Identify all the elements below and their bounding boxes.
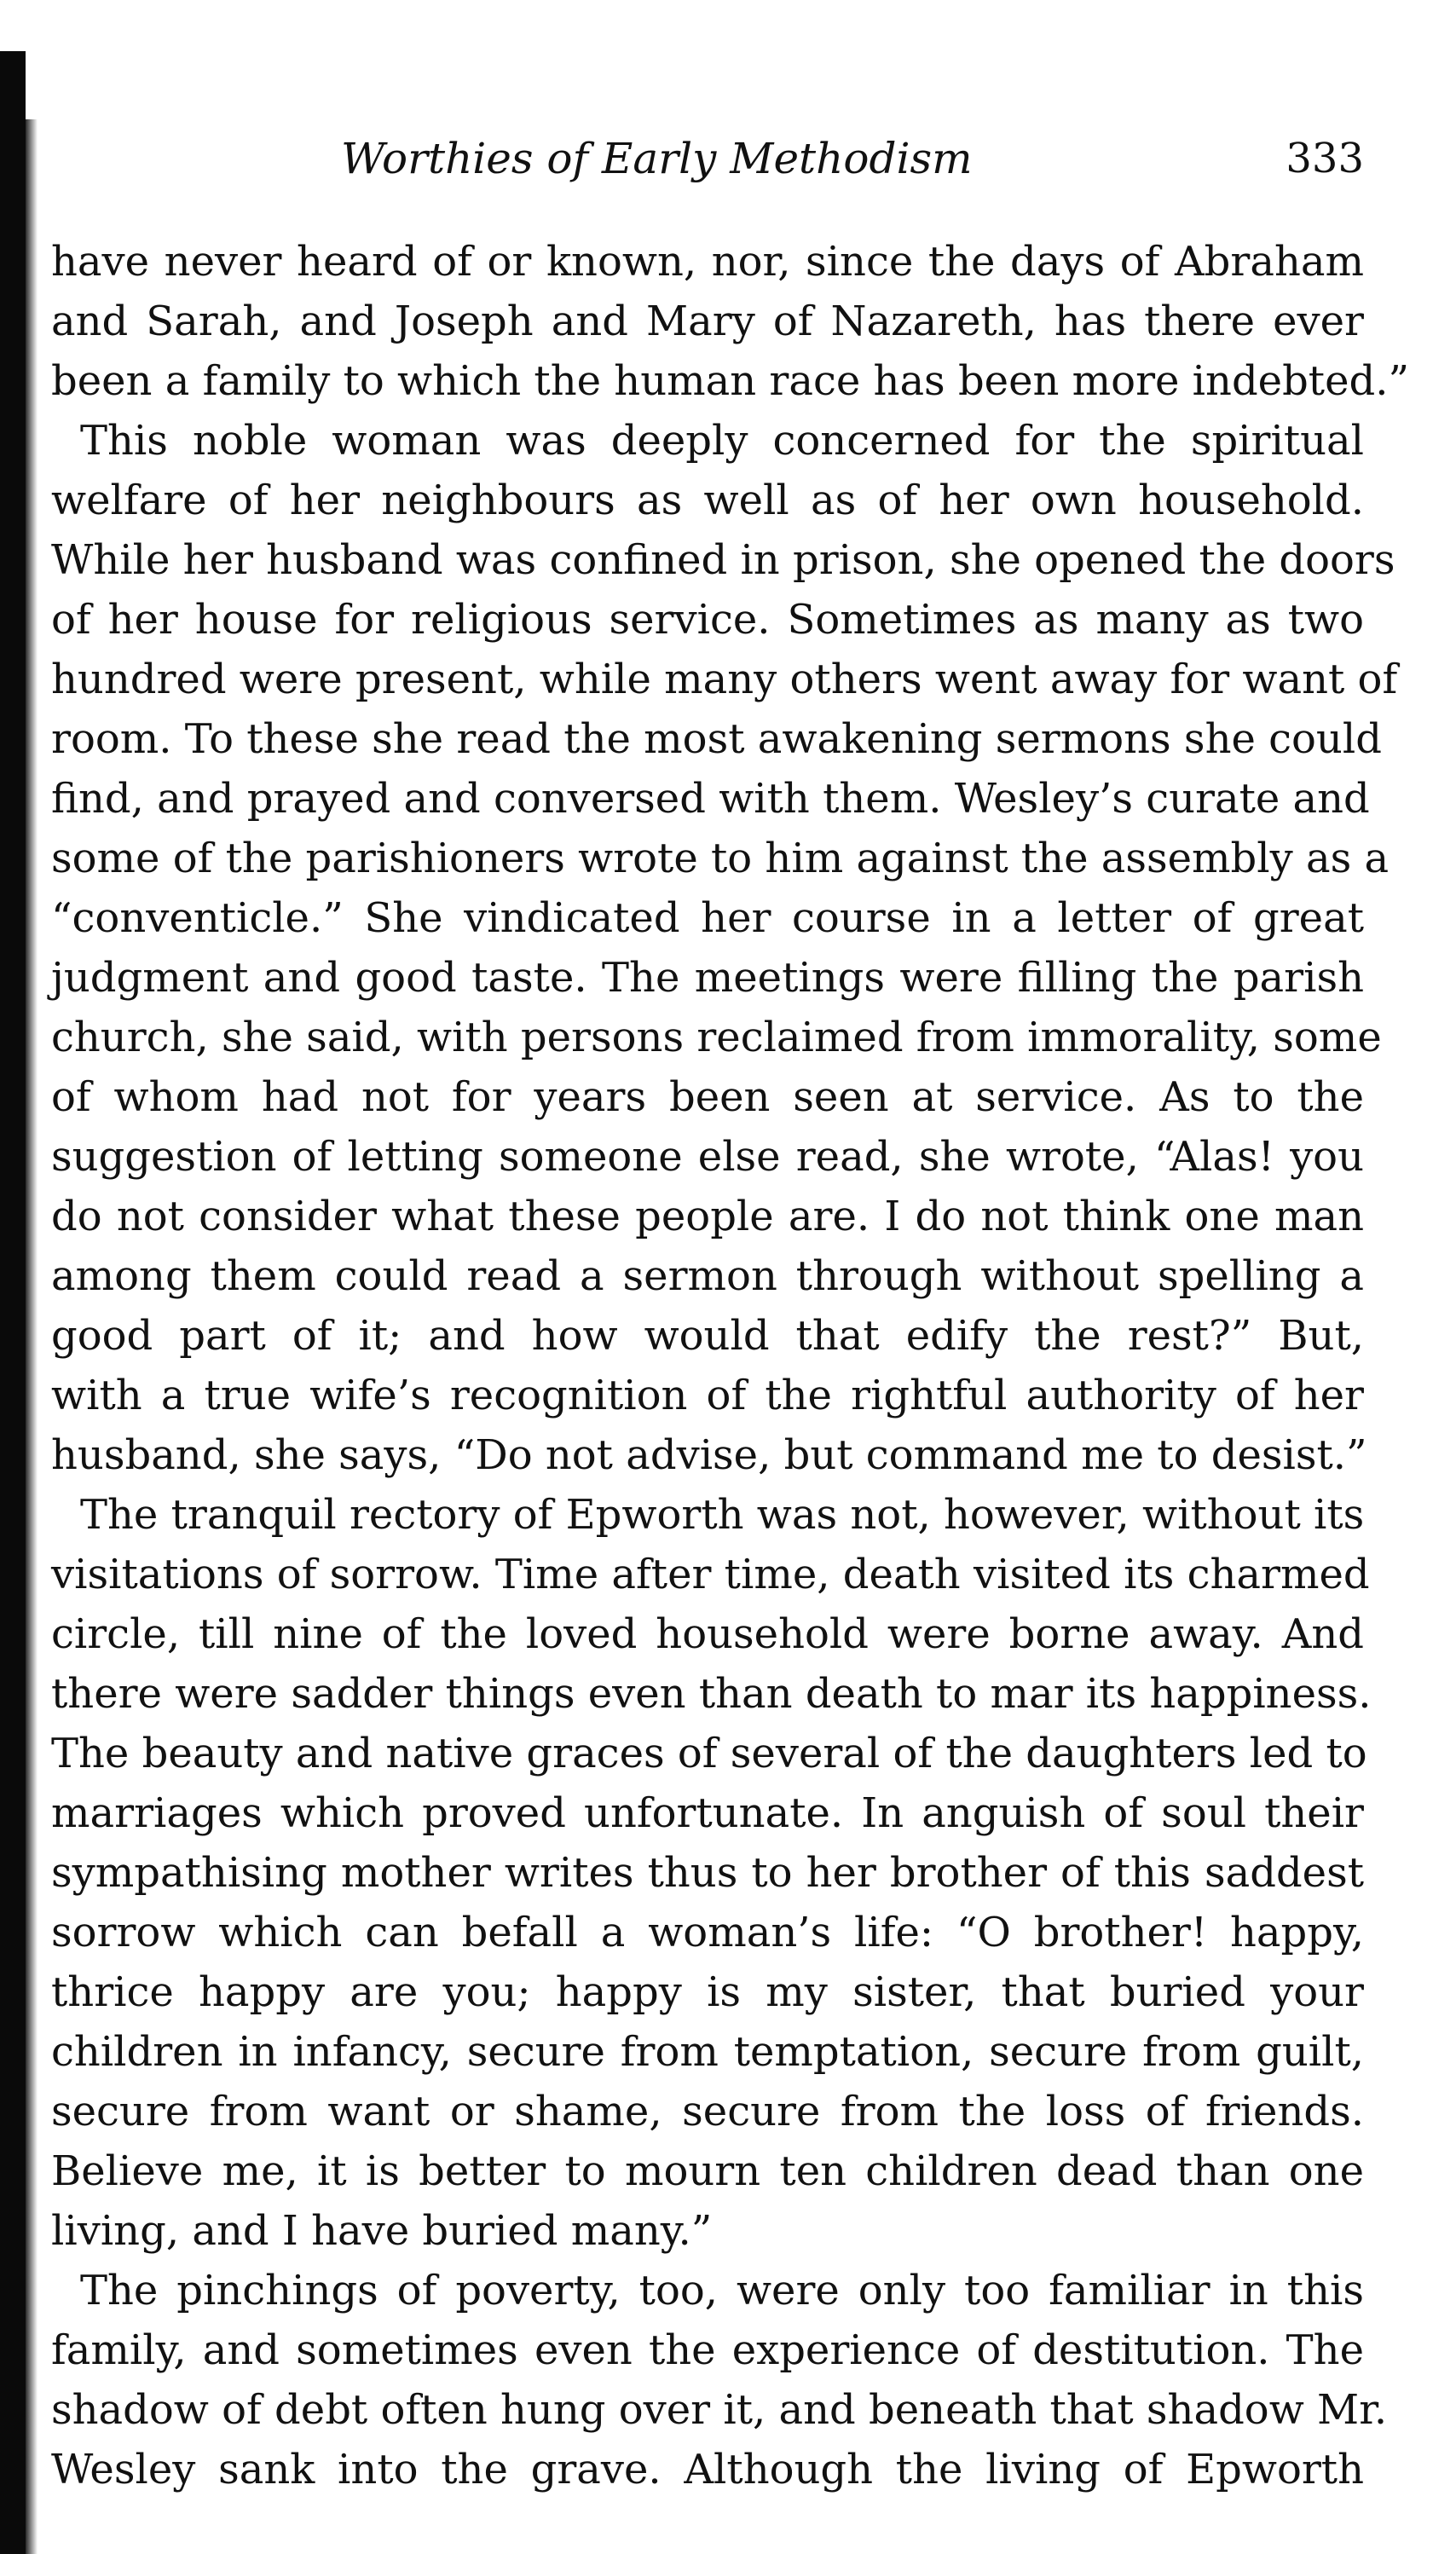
text-line: husband, she says, “Do not advise, but command me to desist.” [51, 1431, 1367, 1479]
text-line: church, she said, with persons reclaimed from immorality, some [51, 1014, 1382, 1061]
body-text [51, 232, 1410, 2499]
text-line: children in infancy, secure from temptation, secure from guilt, [51, 2028, 1364, 2076]
text-line: of her house for religious service. Sometimes as many as two [51, 596, 1364, 644]
text-line: thrice happy are you; happy is my sister, that buried your [51, 1968, 1364, 2016]
text-line: circle, till nine of the loved household were borne away. And [51, 1610, 1364, 1658]
text-line: The beauty and native graces of several of the daughters led to [51, 1730, 1367, 1777]
text-line: some of the parishioners wrote to him against the assembly as a [51, 835, 1390, 882]
text-line: The tranquil rectory of Epworth was not, however, without its [80, 1491, 1365, 1539]
page-header [51, 128, 1364, 189]
text-line: Wesley sank into the grave. Although the living of Epworth [51, 2446, 1364, 2493]
text-line: living, and I have buried many.” [51, 2207, 713, 2255]
text-line: good part of it; and how would that edify the rest?” But, [51, 1312, 1364, 1360]
text-line: room. To these she read the most awakening sermons she could [51, 715, 1382, 763]
text-line: “conventicle.” She vindicated her course in a letter of great [51, 894, 1364, 942]
binding-gutter-edge [26, 119, 38, 2554]
text-line: family, and sometimes even the experience of destitution. The [51, 2326, 1364, 2374]
text-line: welfare of her neighbours as well as of her own household. [51, 477, 1364, 524]
text-line: While her husband was confined in prison, she opened the doors [51, 536, 1395, 584]
text-line: among them could read a sermon through without spelling a [51, 1252, 1364, 1300]
text-line: of whom had not for years been seen at service. As to the [51, 1073, 1364, 1121]
text-line: The pinchings of poverty, too, were only too familiar in this [80, 2267, 1364, 2314]
text-line: hundred were present, while many others went away for want of [51, 656, 1398, 703]
text-line: and Sarah, and Joseph and Mary of Nazareth, has there ever [51, 298, 1364, 345]
text-line: with a true wife’s recognition of the rightful authority of her [51, 1372, 1364, 1419]
text-line: secure from want or shame, secure from the loss of friends. [51, 2088, 1364, 2135]
text-line: visitations of sorrow. Time after time, death visited its charmed [51, 1551, 1370, 1598]
page-number: 333 [1286, 135, 1364, 182]
text-line: there were sadder things even than death to mar its happiness. [51, 1670, 1372, 1718]
text-line: sympathising mother writes thus to her brother of this saddest [51, 1849, 1364, 1897]
text-line: This noble woman was deeply concerned for the spiritual [80, 417, 1364, 465]
text-line: have never heard of or known, nor, since the days of Abraham [51, 238, 1364, 286]
text-line: Believe me, it is better to mourn ten children dead than one [51, 2147, 1364, 2195]
text-line: sorrow which can befall a woman’s life: “O brother! happy, [51, 1909, 1364, 1956]
text-line: marriages which proved unfortunate. In anguish of soul their [51, 1789, 1364, 1837]
binding-gutter-shadow [0, 51, 26, 2554]
text-line: find, and prayed and conversed with them. Wesley’s curate and [51, 775, 1370, 823]
text-line: suggestion of letting someone else read, she wrote, “Alas! you [51, 1133, 1364, 1181]
text-line: shadow of debt often hung over it, and beneath that shadow Mr. [51, 2386, 1388, 2434]
running-title: Worthies of Early Methodism [341, 134, 973, 183]
text-line: judgment and good taste. The meetings were filling the parish [51, 954, 1364, 1002]
text-line: been a family to which the human race has been more indebted.” [51, 357, 1410, 405]
text-line: do not consider what these people are. I do not think one man [51, 1193, 1364, 1240]
